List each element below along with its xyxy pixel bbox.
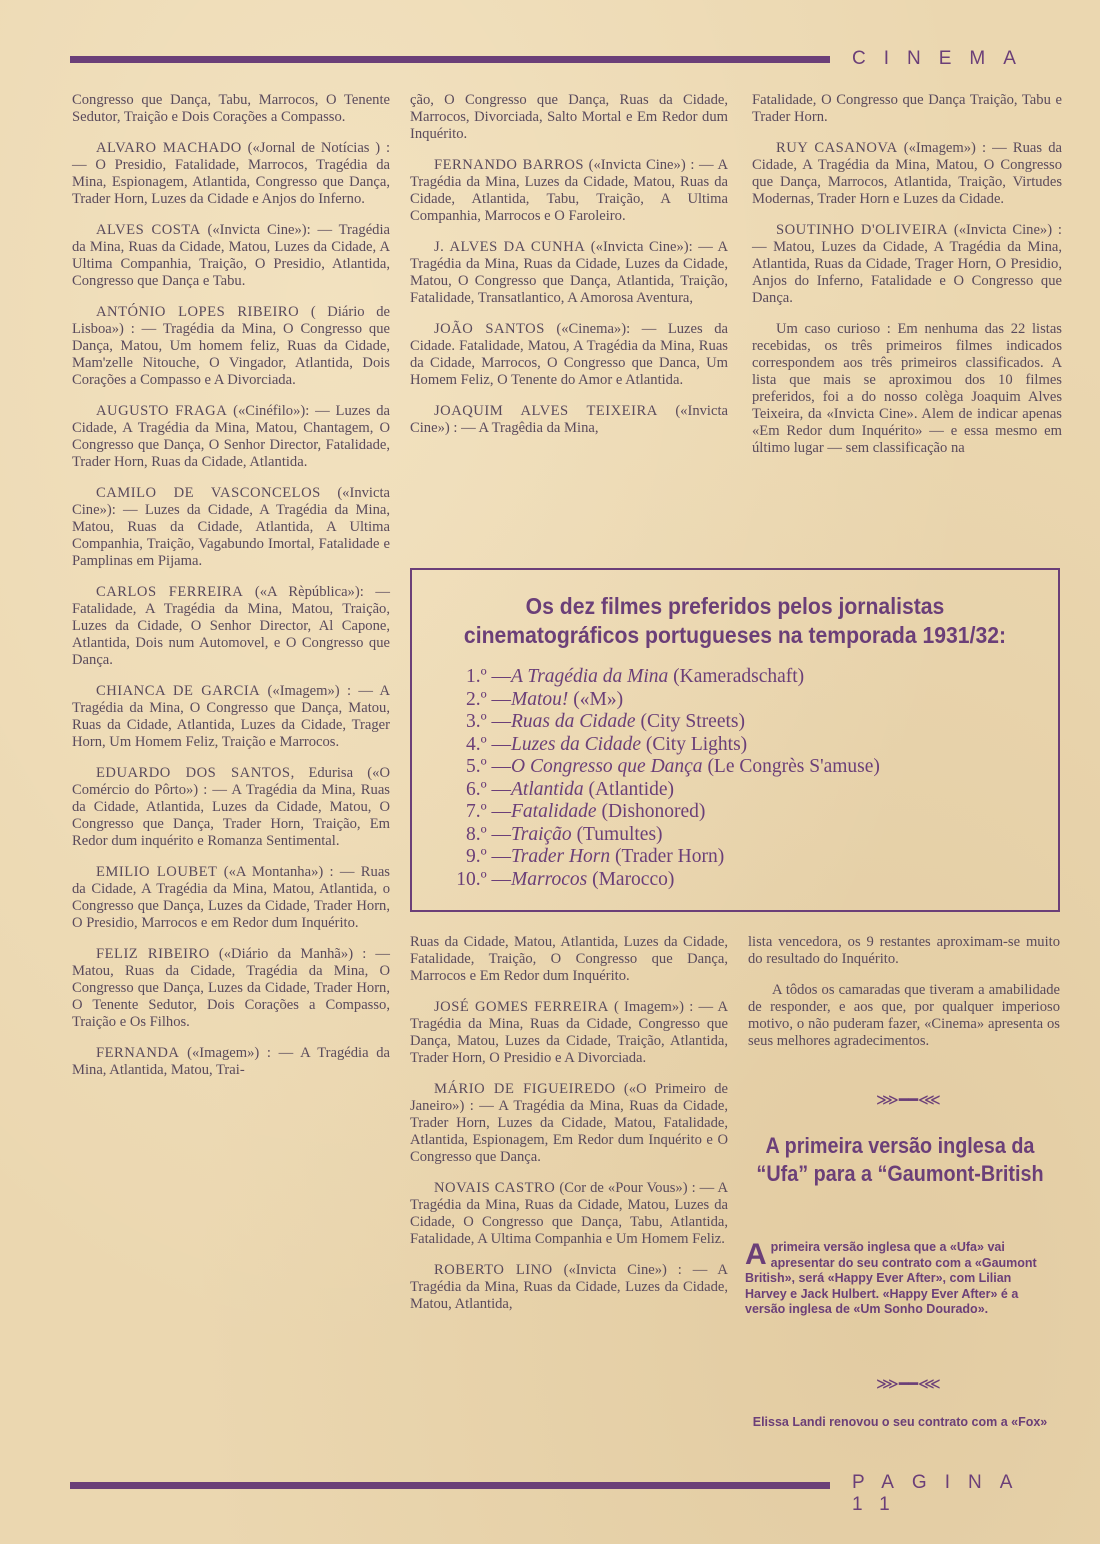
journalist-name: EDUARDO DOS SANTOS (96, 765, 291, 781)
paragraph (410, 1180, 728, 1248)
film-title-pt: Matou! (511, 688, 569, 710)
ornament-divider-2: ⋙━━⋘ (876, 1374, 941, 1393)
film-title-pt: Luzes da Cidade (511, 733, 642, 755)
paragraph-text: («Invicta Cine»): — Luzes da Cidade, A Tragédia da Mina, Matou, Ruas da Cidade, Atlantida, A Ultima Companhia, Traição, Vagabundo Imortal, Fatalidade e Pamplinas em Pijama. (72, 485, 390, 569)
paragraph-text: («Invicta Cine»): — A Tragédia da Mina, Ruas da Cidade, Luzes da Cidade, Matou, O Congresso que Dança, Atlantida, Traição, Fatalidade, Transatlantico, A Amorosa Aventura, (410, 239, 728, 306)
paragraph (72, 485, 390, 570)
paragraph-text: («Cinema»): — Luzes da Cidade. Fatalidade, Matou, A Tragédia da Mina, Ruas da Cidade, Marrocos, O Congresso que Danca, Um Homem Feliz, O Tenente do Amor e Atlantida. (410, 321, 728, 388)
news-title-ufa: A primeira versão inglesa da “Ufa” para a “Gaumont-British (756, 1133, 1044, 1186)
film-title-pt: Traição (511, 823, 572, 845)
box-right-border (1058, 568, 1060, 912)
drop-cap: A (745, 1238, 767, 1271)
journalist-name: FERNANDA (96, 1045, 180, 1061)
paragraph (410, 999, 728, 1067)
film-title-pt: Trader Horn (511, 846, 611, 867)
ranking-title: Os dez filmes preferidos pelos jornalistas cinematográficos portugueses na temporada 1931/32: (463, 593, 1007, 648)
ranking-number: 3.º — (465, 711, 511, 732)
journalist-name: JOÃO SANTOS (434, 321, 545, 337)
journalist-name: CHIANCA DE GARCIA (96, 683, 261, 699)
film-title-pt: Atlantida (511, 778, 584, 800)
film-title-original: (City Lights) (641, 733, 748, 755)
film-title-original: (Le Congrès S'amuse) (702, 756, 880, 777)
paragraph (72, 1045, 390, 1079)
paragraph (410, 239, 728, 307)
paragraph (410, 403, 728, 437)
journalist-name: EMILIO LOUBET (96, 864, 218, 880)
paragraph (752, 140, 1062, 208)
paragraph-text: («Diário da Manhã») : — Matou, Ruas da Cidade, Tragédia da Mina, O Congresso que Dança, Luzes da Cidade, Trader Horn, O Tenente Sedutor, Dois Corações a Compasso, Traição e Os Filhos. (72, 946, 390, 1030)
box-left-border (410, 568, 412, 912)
ranking-item (455, 756, 1055, 779)
paragraph-text: A tôdos os camaradas que tiveram a amabilidade de responder, e aos que, por qualquer imperioso motivo, o não puderam fazer, «Cinema» apresenta os seus melhores agradecimentos. (748, 982, 1060, 1049)
paragraph (410, 321, 728, 389)
film-title-pt: O Congresso que Dança (511, 756, 703, 777)
ranking-number: 8.º — (465, 823, 511, 845)
news-body-ufa (745, 1240, 1055, 1318)
journalist-name: ALVES COSTA (96, 222, 201, 238)
ranking-list (455, 666, 1055, 891)
paragraph-text: («Invicta Cine») : — A Tragêdia da Mina, (410, 403, 728, 436)
paragraph-text: ( Imagem») : — A Tragédia da Mina, Ruas da Cidade, Congresso que Dança, Matou, Luzes da Cidade, Traição, Atlantida, Trader Horn, O Presidio e A Divorciada. (410, 999, 728, 1066)
footer-rule (70, 1482, 830, 1489)
film-title-original: (Trader Horn) (610, 846, 725, 867)
news-landi: Elissa Landi renovou o seu contrato com a «Fox» (752, 1415, 1048, 1429)
paragraph (72, 765, 390, 850)
journalist-name: RUY CASANOVA (776, 140, 898, 156)
paragraph-text: Fatalidade, O Congresso que Dança Traição, Tabu e Trader Horn. (752, 92, 1062, 125)
journalist-name: FERNANDO BARROS (434, 157, 584, 173)
ranking-item (455, 869, 1055, 892)
film-title-original: (Atlantide) (583, 778, 675, 800)
paragraph-text: (Cor de «Pour Vous») : — A Tragédia da Mina, Ruas da Cidade, Matou, Luzes da Cidade, O Congresso que Dança, Tabu, Atlantida, Fatalidade, A Ultima Companhia e Um Homem Feliz. (410, 1180, 728, 1247)
ranking-number: 6.º — (465, 778, 511, 800)
paragraph-text: ção, O Congresso que Dança, Ruas da Cidade, Marrocos, Divorciada, Salto Mortal e Em Redor dum Inquérito. (410, 92, 728, 142)
ranking-item (455, 779, 1055, 802)
journalist-name: ANTÓNIO LOPES RIBEIRO (96, 304, 300, 320)
paragraph-text: Congresso que Dança, Tabu, Marrocos, O Tenente Sedutor, Traição e Dois Corações a Compasso. (72, 92, 390, 125)
journalist-name: MÁRIO DE FIGUEIREDO (434, 1081, 616, 1097)
ranking-item (455, 846, 1055, 869)
paragraph-text: , Edurisa («O Comércio do Pôrto») : — A Tragédia da Mina, Ruas da Cidade, Atlantida, Luzes da Cidade, Matou, O Congresso que Dança, Trader Horn, Traição, Em Redor dum inquérito e Romanza Sentimental. (72, 765, 390, 849)
column-2-top (410, 92, 728, 451)
header-rule (70, 56, 830, 63)
film-title-pt: A Tragédia da Mina (511, 666, 669, 687)
journalist-name: SOUTINHO D'OLIVEIRA (776, 222, 948, 238)
journalist-name: CAMILO DE VASCONCELOS (96, 485, 321, 501)
paragraph-text: («O Primeiro de Janeiro») : — A Tragédia da Mina, Ruas da Cidade, Trader Horn, Luzes da Cidade, Matou, Fatalidade, Atlantida, Espionagem, Em Redor dum Inquérito e O Congresso que Dança. (410, 1081, 728, 1165)
paragraph (410, 157, 728, 225)
ranking-number: 7.º — (465, 801, 511, 822)
paragraph (72, 946, 390, 1031)
paragraph-text: («Invicta Cine»): — Tragédia da Mina, Ruas da Cidade, Matou, Luzes da Cidade, A Ultima Companhia, Traição, O Presidio, Atlantida, Congresso que Dança e Tabu. (72, 222, 390, 289)
news-body-text: primeira versão inglesa que a «Ufa» vai apresentar do seu contrato com a «Gaumont British», será «Happy Ever After», com Lilian Harvey e Jack Hulbert. «Happy Ever After» é a versão inglesa de «Um Sonho Dourado». (745, 1240, 1037, 1317)
paragraph (72, 92, 390, 126)
paragraph (752, 222, 1062, 307)
journalist-name: JOSÉ GOMES FERREIRA (434, 999, 609, 1015)
film-title-original: (Marocco) (587, 868, 675, 890)
film-title-original: (Kameradschaft) (668, 666, 805, 687)
paragraph (752, 92, 1062, 126)
paragraph (752, 321, 1062, 457)
paragraph-text: («A Rèpública»): — Fatalidade, A Tragédia da Mina, Matou, Traição, Luzes da Cidade, O Senhor Director, Al Capone, Atlantida, Dois num Automovel, e O Congresso que Dança. (72, 584, 390, 668)
paragraph-text: («Cinéfilo»): — Luzes da Cidade, A Tragédia da Mina, Matou, Chantagem, O Congresso que Dança, O Senhor Director, Fatalidade, Trader Horn, Ruas da Cidade, Atlantida. (72, 403, 390, 470)
journalist-name: JOAQUIM ALVES TEIXEIRA (434, 403, 658, 419)
paragraph (72, 584, 390, 669)
paragraph (72, 683, 390, 751)
paragraph (72, 864, 390, 932)
film-title-original: («M») (568, 688, 624, 710)
journalist-name: ROBERTO LINO (434, 1262, 553, 1278)
paragraph (410, 934, 728, 985)
paragraph-text: («Invicta Cine») : — A Tragédia da Mina, Luzes da Cidade, Matou, Ruas da Cidade, Atlantida, Tabu, Traição, A Ultima Companhia, Marrocos e O Faroleiro. (410, 157, 728, 224)
column-3-bottom (748, 934, 1060, 1064)
ranking-number: 2.º — (465, 688, 511, 710)
journalist-name: CARLOS FERREIRA (96, 584, 244, 600)
paragraph (72, 140, 390, 208)
header-title: CINEMA (852, 48, 1034, 69)
journalist-name: AUGUSTO FRAGA (96, 403, 228, 419)
paragraph (410, 1081, 728, 1166)
ornament-divider: ⋙━━⋘ (876, 1090, 941, 1109)
paragraph (72, 222, 390, 290)
paragraph-text: («Imagem») : — A Tragédia da Mina, Atlantida, Matou, Trai- (72, 1045, 390, 1078)
paragraph-text: lista vencedora, os 9 restantes aproximam-se muito do resultado do Inquérito. (748, 934, 1060, 967)
journalist-name: ALVARO MACHADO (96, 140, 242, 156)
film-title-pt: Marrocos (511, 868, 588, 890)
ranking-item (455, 711, 1055, 734)
box-top-border (412, 568, 1060, 570)
film-title-pt: Fatalidade (511, 801, 597, 822)
column-3-top (752, 92, 1062, 471)
paragraph (410, 1262, 728, 1313)
paragraph (748, 982, 1060, 1050)
paragraph-text: («Imagem») : — A Tragédia da Mina, O Congresso que Dança, Matou, Ruas da Cidade, Atlantida, Luzes da Cidade, Trager Horn, Um Homem Feliz, Traição e Marrocos. (72, 683, 390, 750)
ranking-number: 4.º — (465, 733, 511, 755)
paragraph-text: ( Diário de Lisboa») : — Tragédia da Mina, O Congresso que Dança, Matou, Um homem feliz, Ruas da Cidade, Mam'zelle Nitouche, O Vingador, Atlantida, Dois Corações a Compasso e A Divorciada. (72, 304, 390, 388)
paragraph-text: («Imagem») : — Ruas da Cidade, A Tragédia da Mina, Matou, O Congresso que Dança, Marrocos, Atlantida, Traição, Virtudes Modernas, Trader Horn e Luzes da Cidade. (752, 140, 1062, 207)
journalist-name: J. ALVES DA CUNHA (434, 239, 586, 255)
paragraph-text: («Invicta Cine») : — Matou, Luzes da Cidade, A Tragédia da Mina, Atlantida, Ruas da Cidade, Trager Horn, O Presidio, Anjos do Inferno, Fatalidade e O Congresso que Dança. (752, 222, 1062, 306)
ranking-item (455, 801, 1055, 824)
film-title-original: (Dishonored) (596, 801, 706, 822)
paragraph-text: Ruas da Cidade, Matou, Atlantida, Luzes da Cidade, Fatalidade, Traição, O Congresso que Dança, Marrocos e Em Redor dum Inquérito. (410, 934, 728, 984)
journalist-name: FELIZ RIBEIRO (96, 946, 210, 962)
page-number: PAGINA 11 (852, 1472, 1030, 1515)
ranking-item (455, 666, 1055, 689)
box-bottom-border (410, 910, 1060, 912)
paragraph (748, 934, 1060, 968)
journalist-name: NOVAIS CASTRO (434, 1180, 556, 1196)
film-title-original: (Tumultes) (571, 823, 663, 845)
ranking-number: 5.º — (465, 756, 511, 777)
ranking-number: 1.º — (465, 666, 511, 687)
film-title-pt: Ruas da Cidade (511, 711, 636, 732)
paragraph (410, 92, 728, 143)
ranking-number: 9.º — (465, 846, 511, 867)
ranking-number: 10.º — (456, 868, 511, 890)
ranking-item (455, 689, 1055, 712)
paragraph-text: («Invicta Cine») : — A Tragédia da Mina, Ruas da Cidade, Luzes da Cidade, Matou, Atlantida, (410, 1262, 728, 1312)
ranking-item (455, 824, 1055, 847)
film-title-original: (City Streets) (635, 711, 745, 732)
paragraph-text: («A Montanha») : — Ruas da Cidade, A Tragédia da Mina, Matou, Atlantida, o Congresso que Dança, Luzes da Cidade, Trader Horn, O Presidio, Marrocos e em Redor dum Inquérito. (72, 864, 390, 931)
paragraph (72, 304, 390, 389)
paragraph-text: («Jornal de Notícias ) : — O Presidio, Fatalidade, Marrocos, Tragédia da Mina, Espionagem, Atlantida, Congresso que Dança, Trader Horn, Luzes da Cidade e Anjos do Inferno. (72, 140, 391, 207)
column-2-bottom (410, 934, 728, 1327)
column-1 (72, 92, 390, 1093)
paragraph-text: Um caso curioso : Em nenhuma das 22 listas recebidas, os três primeiros filmes indicados correspondem aos três primeiros classificados. A lista que mais se aproximou dos 10 filmes preferidos, foi a do nosso colèga Joaquim Alves Teixeira, da «Invicta Cine». Alem de indicar apenas «Em Redor dum Inquérito» — e essa mesmo em último lugar — sem classificação na (752, 321, 1062, 456)
paragraph (72, 403, 390, 471)
ranking-item (455, 734, 1055, 757)
